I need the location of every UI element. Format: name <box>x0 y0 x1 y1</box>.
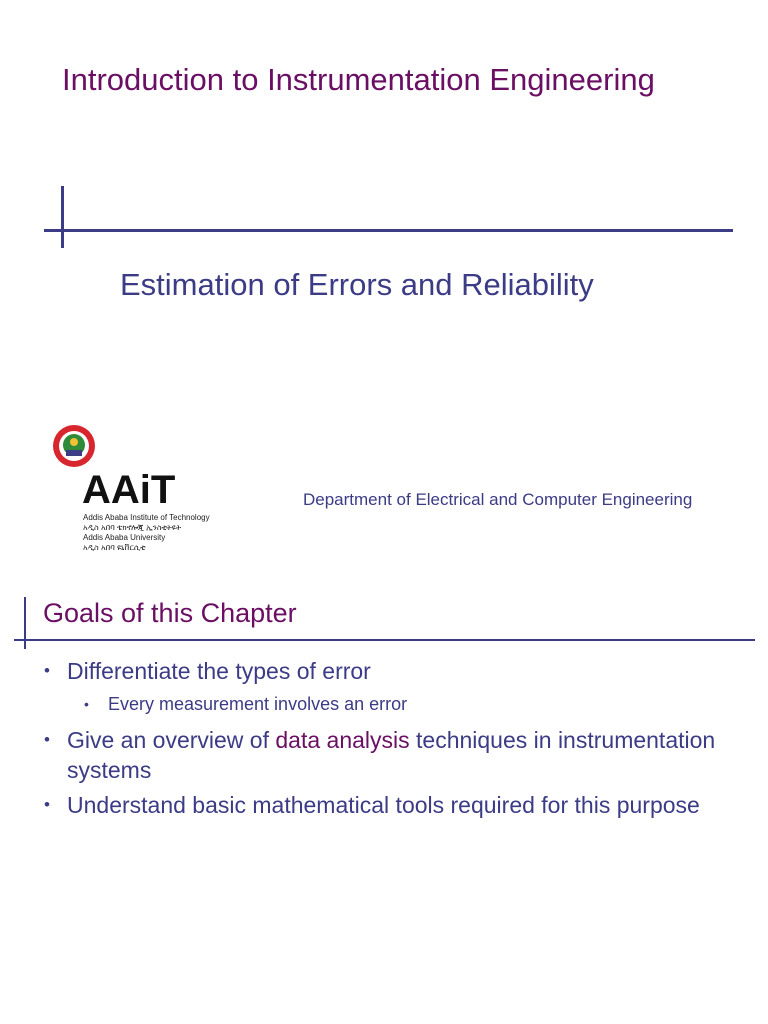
university-seal-icon <box>52 424 96 468</box>
title-vertical-rule <box>61 186 64 248</box>
goal-subbullet: • Every measurement involves an error <box>44 691 744 717</box>
goal-highlight: data analysis <box>275 727 410 753</box>
goal-bullet: • Understand basic mathematical tools required for this purpose <box>44 790 744 820</box>
slide-subtitle: Estimation of Errors and Reliability <box>120 267 594 302</box>
goal-bullet <box>44 725 744 785</box>
goals-list <box>44 656 744 825</box>
title-horizontal-rule <box>44 229 733 232</box>
goal-text: techniques in instrumentation systems <box>67 727 716 783</box>
section-horizontal-rule <box>14 639 755 641</box>
logo-line: አዲስ አበባ ቴክኖሎጂ ኢንስቲትዩት <box>83 523 182 532</box>
section-title: Goals of this Chapter <box>43 598 297 628</box>
logo-line: Addis Ababa University <box>83 533 166 542</box>
goal-text: Give an overview of <box>67 727 276 753</box>
logo-line: Addis Ababa Institute of Technology <box>83 513 210 522</box>
section-vertical-rule <box>24 597 26 649</box>
logo-line: አዲስ አበባ ዩኒቨርሲቲ <box>83 543 146 552</box>
slide-title: Introduction to Instrumentation Engineering <box>62 62 655 97</box>
goal-bullet: • Differentiate the types of error <box>44 656 744 686</box>
department-name: Department of Electrical and Computer Engineering <box>303 490 693 509</box>
aait-logo: AAiT <box>82 468 176 512</box>
aait-logo-text <box>83 513 210 553</box>
